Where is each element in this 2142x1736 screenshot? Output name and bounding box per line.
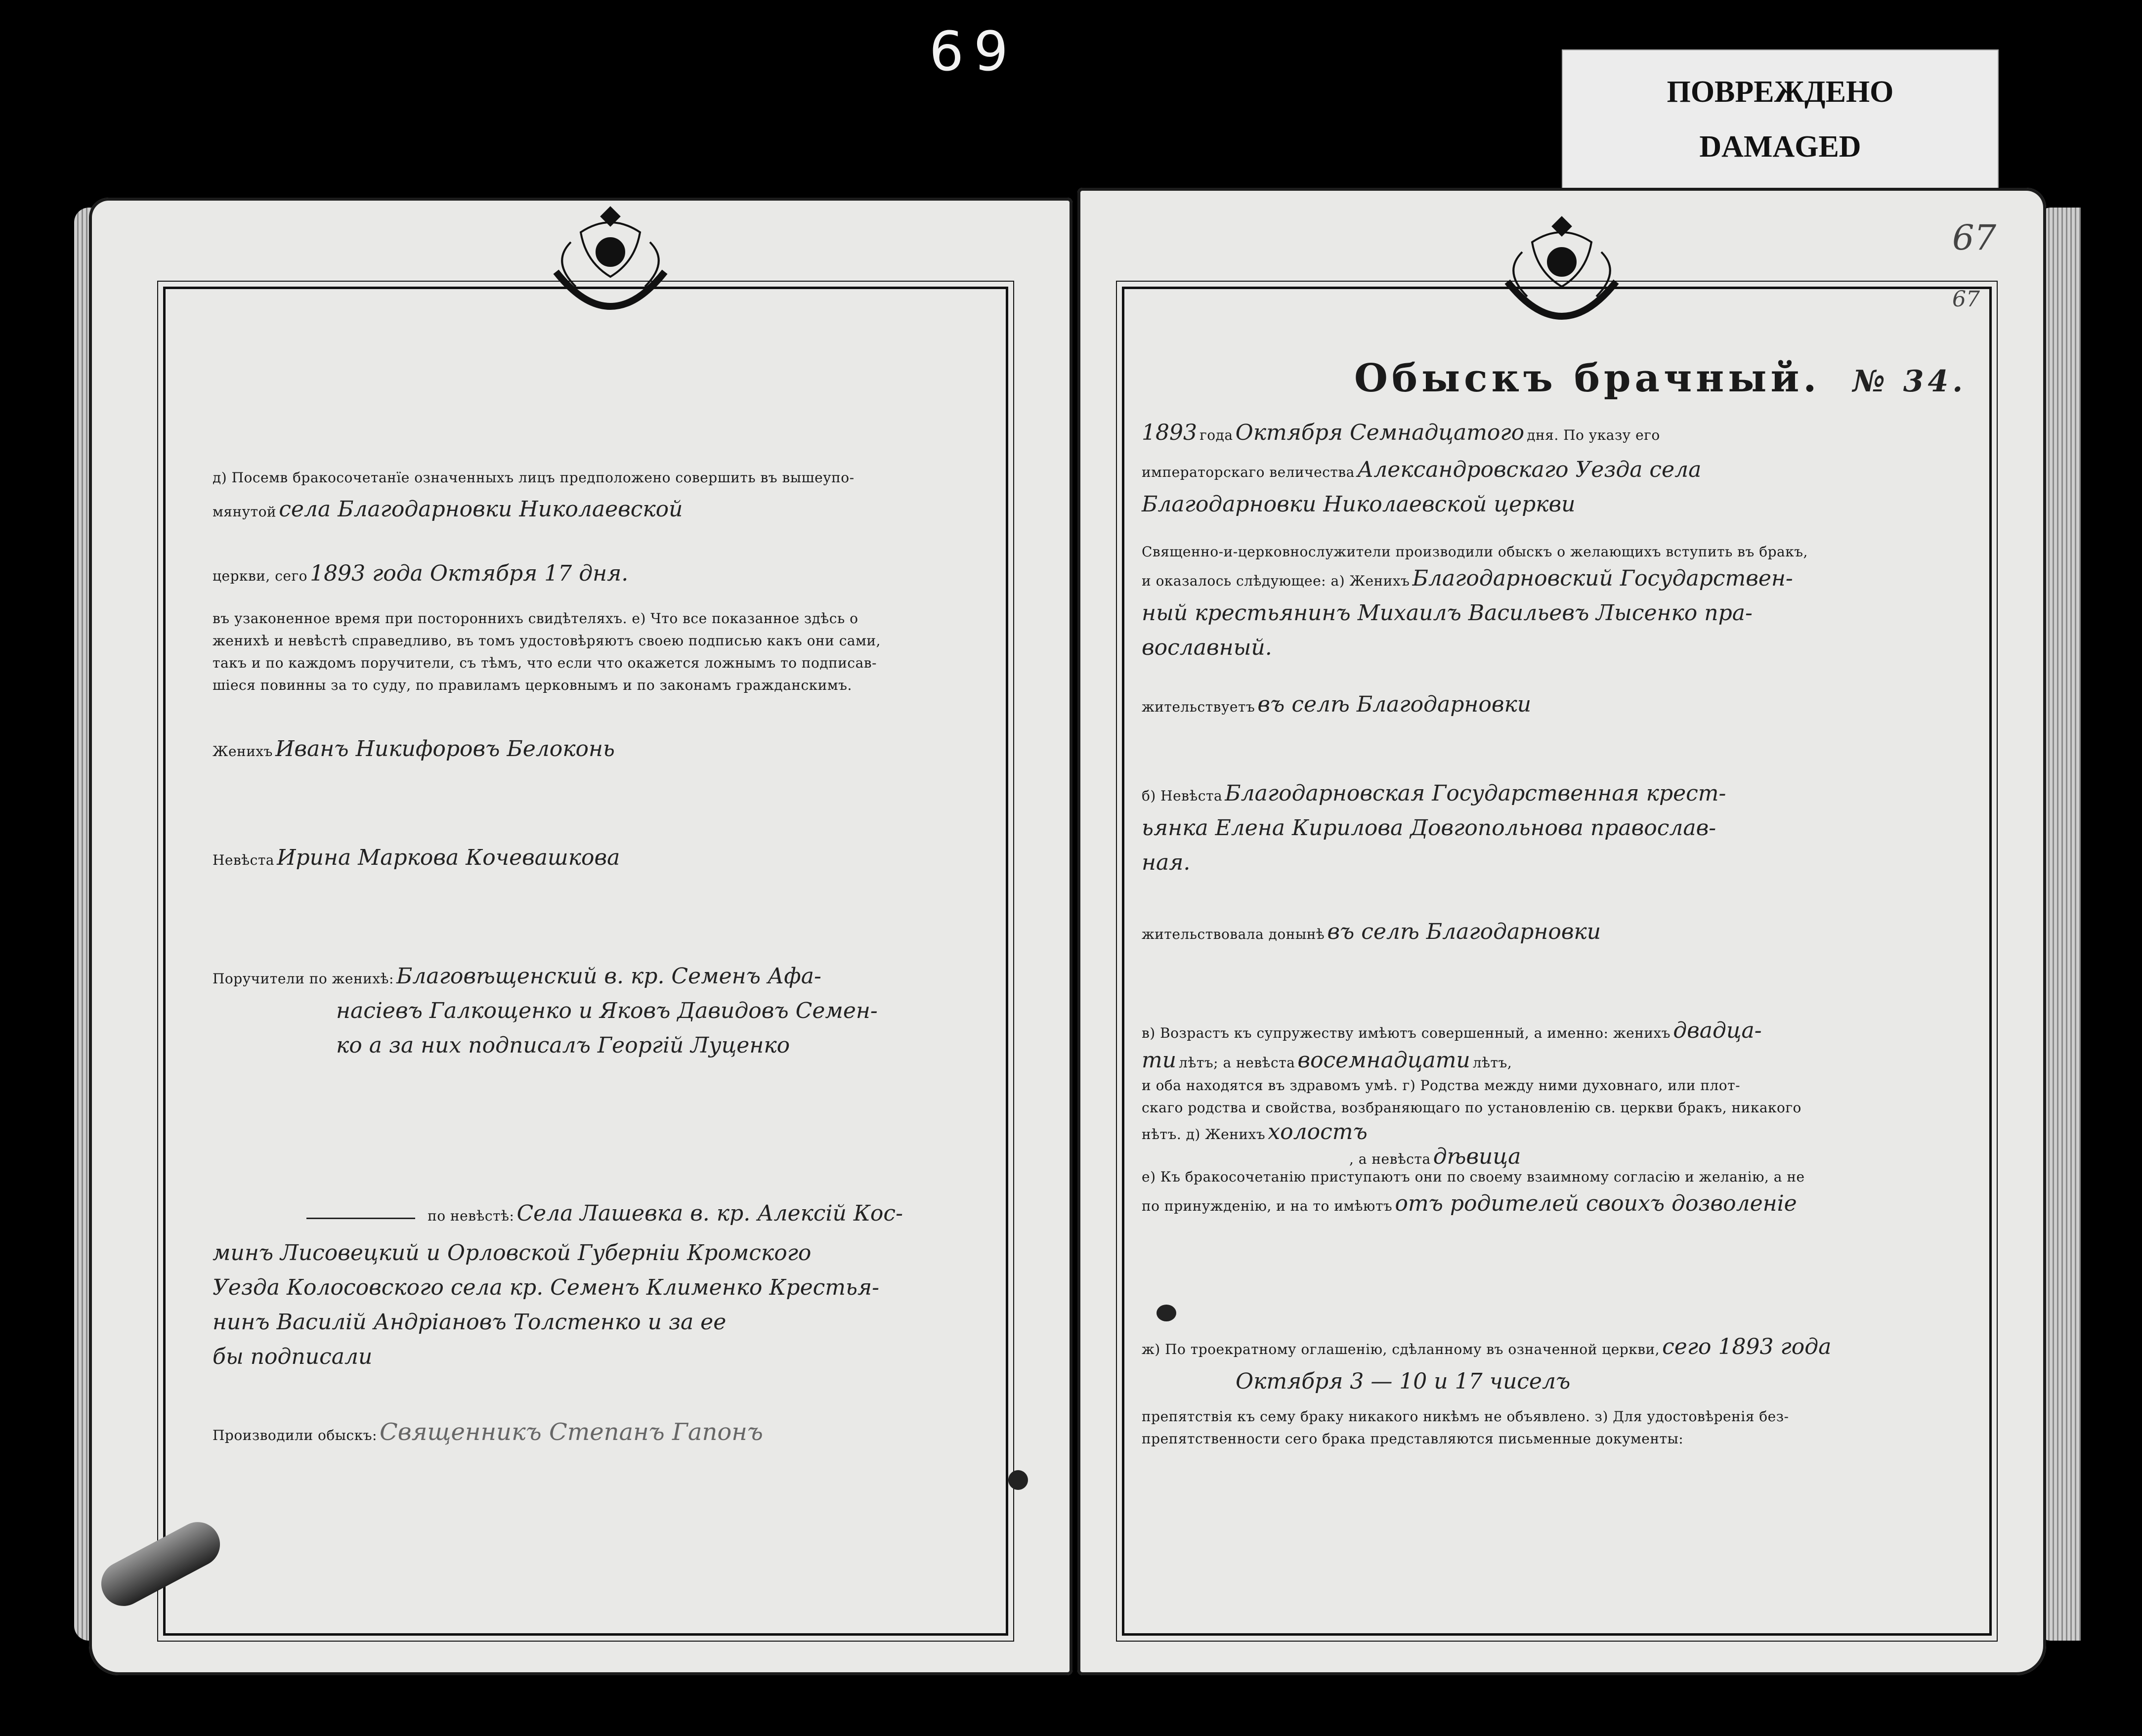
ink-blot [1157, 1305, 1176, 1321]
bride-age-hand: восемнадцати [1297, 1048, 1470, 1073]
damaged-label-en: DAMAGED [1699, 130, 1861, 164]
bride-guarantors-line1: Села Лашевка в. кр. Алексiй Кос- [516, 1201, 903, 1226]
bride-guarantors-line4: нинъ Василiй Андрiановъ Толстенко и за ее [213, 1310, 727, 1335]
banns-line1-print: ж) По троекратному оглашенiю, сдѣланному въ означенной церкви, [1142, 1341, 1660, 1357]
left-church-label: церкви, сего [213, 568, 308, 584]
folio-number-top: 67 [1952, 217, 1997, 258]
bride-guarantors-label: по невѣстѣ: [428, 1208, 514, 1224]
bride-residence-hand: въ селѣ Благодарновки [1327, 919, 1601, 944]
bride-guarantors-line2: минъ Лисовецкий и Орловской Губернiи Кромского [213, 1240, 812, 1266]
consent-line1: е) Къ бракосочетанiю приступаютъ они по своему взаимному согласiю и желанiю, а не [1142, 1169, 1805, 1185]
district-hand: Александровскаго Уезда села [1357, 457, 1702, 482]
groom-age-hand: двадца- [1673, 1018, 1762, 1043]
groom-residence-hand: въ селѣ Благодарновки [1257, 692, 1532, 717]
age-line2-print-b: лѣтъ, [1472, 1055, 1512, 1071]
decree-label: дня. По указу его [1527, 427, 1660, 443]
blank-dash-line [306, 1218, 415, 1219]
age-line1-print: в) Возрастъ къ супружеству имѣютъ совершенный, а именно: женихъ [1142, 1025, 1671, 1041]
groom-guarantors-line1: Благовѣщенский в. кр. Семенъ Афа- [396, 964, 821, 989]
banns-line1-hand: сего 1893 года [1662, 1334, 1832, 1359]
consent-line2-print: по принужденiю, и на то имѣютъ [1142, 1198, 1393, 1214]
bride-residence-label: жительствовала донынѣ [1142, 926, 1325, 942]
bride-guarantors-line3: Уезда Колосовского села кр. Семенъ Клименко Крестья- [213, 1275, 879, 1300]
record-number: № 34. [1852, 364, 1967, 399]
left-para-line3: такъ и по каждомъ поручители, съ тѣмъ, что если что окажется ложнымъ то подписав- [213, 655, 877, 671]
year-label: года [1200, 427, 1233, 443]
banns-dates-hand: Октября 3 — 10 и 17 чиселъ [1236, 1369, 1571, 1394]
groom-age-hand-cont: ти [1142, 1048, 1177, 1073]
frame-number: 69 [929, 20, 1018, 83]
left-clause-d-line2-hand: села Благодарновки Николаевской [279, 497, 683, 522]
year-hand: 1893 [1142, 420, 1197, 445]
groom-clause-label: и оказалось слѣдующее: а) Женихъ [1142, 573, 1410, 589]
groom-guarantors-label: Поручители по женихѣ: [213, 971, 394, 987]
ink-blot [1008, 1470, 1028, 1490]
groom-guarantors-line3: ко а за них подписалъ Георгiй Луценко [336, 1033, 790, 1058]
groom-guarantors-line2: насiевъ Галкощенко и Яковъ Давидовъ Семен- [336, 998, 878, 1023]
groom-clause-hand1: Благодарновский Государствен- [1412, 566, 1793, 591]
document-heading: Обыскъ брачный. [1354, 356, 1821, 401]
left-para-line1: въ узаконенное время при постороннихъ свидѣтеляхъ. е) Что все показанное здѣсь о [213, 610, 858, 627]
left-church-date-hand: 1893 года Октября 17 дня. [310, 561, 629, 586]
bride-clause-hand1: Благодарновская Государственная крест- [1225, 781, 1726, 806]
groom-residence-label: жительствуетъ [1142, 699, 1255, 715]
groom-clause-hand2: ный крестьянинъ Михаилъ Васильевъ Лысенко пра- [1142, 600, 1753, 626]
left-page [89, 198, 1072, 1675]
left-para-line2: женихѣ и невѣстѣ справедливо, въ томъ удостовѣряютъ своею подписью какъ они сами, [213, 633, 881, 649]
groom-clause-hand3: вославный. [1142, 635, 1272, 660]
bride-status-label: , а невѣста [1349, 1151, 1431, 1167]
damaged-label-ru: ПОВРЕЖДЕНО [1667, 75, 1894, 109]
damaged-label [1562, 49, 1999, 190]
left-clause-d-line1: д) Посемв бракосочетанїе означенныхъ лицъ предположено совершить въ вышеупо- [213, 469, 855, 486]
bride-clause-hand3: ная. [1142, 850, 1191, 875]
date-hand: Октября Семнадцатого [1235, 420, 1525, 445]
age-line2-print-a: лѣтъ; а невѣста [1179, 1055, 1295, 1071]
groom-label: Женихъ [213, 743, 273, 760]
bride-label: Невѣста [213, 852, 275, 868]
bride-status-hand: дѣвица [1433, 1144, 1521, 1169]
right-page [1077, 188, 2046, 1675]
banns-line3: препятствiя къ сему браку никакого никѣмъ не объявлено. з) Для удостовѣренiя без- [1142, 1408, 1789, 1425]
groom-signature: Иванъ Никифоровъ Белоконь [275, 736, 615, 762]
bride-clause-hand2: ьянка Елена Кирилова Довгопольнова православ- [1142, 815, 1716, 841]
groom-status-label: нѣтъ. д) Женихъ [1142, 1126, 1266, 1143]
performed-by-label: Производили обыскъ: [213, 1427, 377, 1443]
clergy-line: Священно-и-церковнослужители производили обыскъ о желающихъ вступить въ бракъ, [1142, 544, 1808, 560]
bride-signature: Ирина Маркова Кочевашкова [277, 845, 620, 870]
majesty-label: императорскаго величества [1142, 464, 1355, 480]
groom-status-hand: холостъ [1268, 1119, 1368, 1144]
consent-line2-hand: отъ родителей своихъ дозволенiе [1395, 1191, 1797, 1216]
folio-number-inner: 67 [1952, 287, 1980, 312]
kinship-line1: и оба находятся въ здравомъ умѣ. г) Родства между ними духовнаго, или плот- [1142, 1077, 1741, 1094]
church-hand: Благодарновки Николаевской церкви [1142, 492, 1576, 517]
left-clause-d-line2-print: мянутой [213, 504, 277, 520]
bride-guarantors-line5: бы подписали [213, 1344, 373, 1369]
kinship-line2: скаго родства и свойства, возбраняющаго по установленiю св. церкви бракъ, никакого [1142, 1100, 1801, 1116]
left-para-line4: шiеся повинны за то суду, по правиламъ церковнымъ и по законамъ гражданскимъ. [213, 677, 852, 693]
priest-signature: Священникъ Степанъ Гапонъ [380, 1418, 763, 1446]
bride-clause-label: б) Невѣста [1142, 788, 1223, 804]
banns-line4: препятственности сего брака представляются письменные документы: [1142, 1431, 1684, 1447]
